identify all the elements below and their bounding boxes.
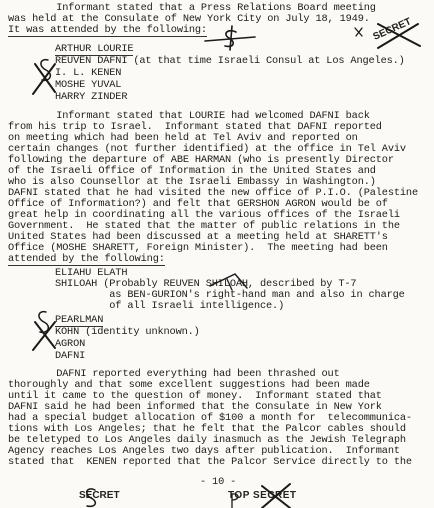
secret-stamp-top: SECRET — [371, 16, 414, 43]
para2-line-9: Office of Information?) and felt that GERSHON AGRON would be of — [8, 198, 388, 210]
attendee2-1: ELIAHU ELATH — [55, 267, 128, 279]
attendee2-8: DAFNI — [55, 350, 86, 362]
para3-line-7: be teletyped to Los Angeles daily inasmuch as the Jewish Telegraph — [8, 434, 406, 446]
para2-line-2: from his trip to Israel. Informant stated that DAFNI reported — [8, 121, 382, 133]
para2-line-3: on meeting which had been held at Tel Aviv and reported on — [8, 132, 358, 144]
page-number: - 10 - — [200, 476, 237, 488]
attendee2-7: AGRON — [55, 338, 86, 350]
para2-line-13: Office (MOSHE SHARETT, Foreign Minister). The meeting had been — [8, 242, 388, 254]
para3-line-3: until it came to the question of money. Informant stated that — [8, 390, 382, 402]
attendee2-5: PEARLMAN — [55, 314, 104, 326]
para2-line-4: certain changes (not further identified) at the office in Tel Aviv — [8, 143, 406, 155]
attendee2-6: KOHN (identity unknown.) — [55, 326, 200, 338]
para3-line-9: stated that KENEN reported that the Palcor Service directly to the — [8, 456, 412, 468]
para1-line-3: It was attended by the following: — [8, 24, 207, 36]
para2-line-1: Informant stated that LOURIE had welcomed DAFNI back — [8, 110, 370, 122]
para1-line-1: Informant stated that a Press Relations Board meeting — [8, 2, 376, 14]
para3-line-2: thoroughly and that some excellent suggestions had been made — [8, 379, 370, 391]
secret-stamp-bottom: SECRET — [79, 490, 120, 501]
para1-line-2: was held at the Consulate of New York City on July 18, 1949. — [8, 13, 370, 25]
para2-line-14: attended by the following: — [8, 253, 165, 265]
top-secret-stamp-bottom: TOP SECRET — [228, 490, 297, 501]
attendee2-4: of all Israeli intelligence.) — [55, 300, 285, 312]
para2-line-11: Government. He stated that the matter of public relations in the — [8, 220, 400, 232]
para3-line-6: tions with Los Angeles; that he felt that the Palcor cables should — [8, 423, 406, 435]
para2-line-6: of the Israeli Office of Information in the United States and — [8, 165, 376, 177]
para2-line-8: DAFNI stated that he had visited the new office of P.I.O. (Palestine — [8, 187, 418, 199]
para3-line-5: had a special budget allocation of $100 a month for telecommunica- — [8, 412, 412, 424]
para2-line-5: following the departure of ABE HARMAN (who is presently Director — [8, 154, 394, 166]
attendee-1: ARTHUR LOURIE — [55, 43, 134, 55]
para2-line-10: great help in coordinating all the various offices of the Israeli — [8, 209, 400, 221]
para2-line-7: who is also Counsellor at the Israeli Embassy in Washington.) — [8, 176, 376, 188]
attendee2-2: SHILOAH (Probably REUVEN SHILOAH, described by T-7 — [55, 278, 357, 290]
x-mark-left-2 — [33, 322, 55, 350]
para3-line-4: DAFNI said he had been informed that the Consulate in New York — [8, 401, 382, 413]
attendee-5: HARRY ZINDER — [55, 91, 128, 103]
attendee-3: I. L. KENEN — [55, 67, 122, 79]
attendee2-3: as BEN-GURION's right-hand man and also in charge — [55, 289, 405, 301]
attendee-2: REUVEN DAFNI (at that time Israeli Consul at Los Angeles.) — [55, 55, 405, 67]
attendee-4: MOSHE YUVAL — [55, 79, 122, 91]
para2-line-12: United States had been discussed at a meeting held at SHARETT's — [8, 231, 388, 243]
para3-line-1: DAFNI reported everything had been thrashed out — [8, 368, 340, 380]
para3-line-8: Agency reaches Los Angeles two days after publication. Informant — [8, 445, 400, 457]
